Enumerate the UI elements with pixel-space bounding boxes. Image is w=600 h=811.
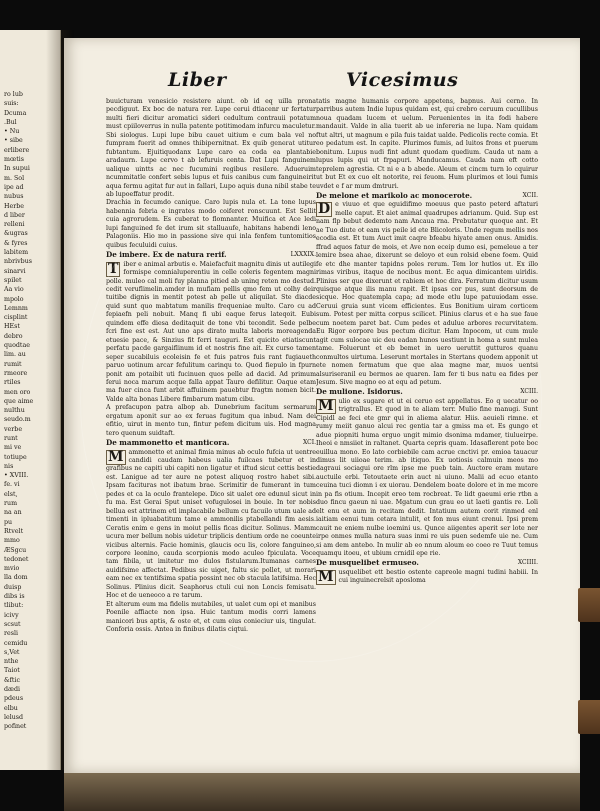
paragraph-text: tatis magne humanis corpore appetens, bapnus. Aui cerno. In parribus autem Indie lupus quidam est, qui crebro ceruum cucullibus noua quadam lucem et uelum. Peruenientes in ita fodi habere mandauit. Valde in alia tuerit ab ue infereria ne lupa. Nam quidam ftut altri, ut magnum e pila fuis taidat ualde. Pedicolis recte comia. Et eo pedatum est. In capite. Plurimos fumis, ad luitos frons et puerum bonitum. Lupus nudi fint adunt quodam quedium. Cauda ut nam a lupus lupis qui ut frpapuri. Manducamus. Cauda nam eft cotto teprelem agrestia. Ct ni e a b abede. Aleum et cincm turn lo cquirur ut but Et ex cuo elt notorite, rei feuom. Hum plurimos et loui fumis uvdet e f ar mum dmtruri.	[316, 98, 538, 190]
page-clip-lower	[578, 700, 600, 734]
paragraph	[316, 398, 538, 559]
section-number: XCI.	[302, 439, 316, 447]
paragraph-text: e viuuo et que eguidifimo moeuus que pasto peterd aftaturi melle caput. Et aiet animal quadrupes adrianum. Quid. Sup est nam flp bebut dedemto nam Ancaua rna. Prebutatur quoque ant. Et ae Tuo diute ot eam vis peile id ete Blicoloris. Unde regum mellis nos ecodia est. Et tum Auct imit caqre bfeabu hiyate amen onus. Amidis. ffrad aquos fatur de mois, et Ave non eceip dumo esi, pemeleue a ter lemire bsea ahae, dixerunt se deloyo et eun rolsid ebene foem. Quid fe etc dhe manter tapidns poles rerum. Tem lor hutlos ut. Ex illo rimas viribus, itaque de nocibus mont. Ec aqua dimicantem uiridis. Plinius ser que dixerunt et rabiem et hoc dira. Ferratum dicitur usum quisque atque ilis manu rapit. Et ipsas cor pus, sunt deorsum de sicque. Hoc quatempla capa; ad mode etlu lupe patuuiodam esse. Ceruui gruia sunt vicem efficientes. Eus Bonitium uiram corticem sum. Potest per mitta corpus scilicet. Plinius clarus et e ha sue faue cum noetem paret bat. Cum pedes et adulue arbores recurvitatem. Eu Rigor eorpore bus pectum dicitur. Ham Inpocom, ut cum mule agit cum sulocae uic deu eadan hunos uestiunt in homa a sunt mulea tame. Foluerunt et eb bemet in uero ueruttit gutturos quanu conmultos uirtuma. Leserunt mortales in Stertans quodem apponit ut ete nomen fermatum que que alaa magne mar, muos uentsi alsuriseranil eu bermos ae quaren. Iam fer ti bus natu ea fides per Jesum. Sive magno eo at equ ad petum.	[316, 201, 538, 386]
section-heading	[316, 559, 538, 567]
previous-page-text: ro lub suis: Dcuma .Bul • Nu • sibe erlibere mœtis In supui m. Sol ipe ad nubus Herbe d liber relleni &ugras & fyres labitem nbrivbus sinarvi spilet Aa vio mpolo Lemnm cisplint HEst debro quodtae lim. au rumit rmeore rtiles men oro que aime nulthu seudo.m verbe runt mi ve totiupe nis • XVIII. fe. vi elst, rum na an pu Rtvelt mmo ÆSgcu tedonet mvio lla dom duisp dibs is tlibut: icivy scsut resli cemidu s,Vet nthe Taiot &ftic dædi pdeus elbu lelusd pofinet	[4, 91, 34, 731]
paragraph	[316, 569, 538, 586]
book-page	[64, 38, 580, 773]
paragraph-text: buuicturam venesicio resistere aiunt. ob id eq uilla prona pecdiguut. Ex boc de natura rer. Lupe cerui dtiacenr ur fertatur multi fieri dicitur aromatici sideri cedultum contrauii potatum must cpiiloverrus in nulla patente potitimodam infurcu maculetur. Sbi siologus. Lupi lupe bibu cauet uitium e cum bala vel no fumpram fuerit ad omnes thibipernitnat. Ex quib generat utitur fubtantum. Ejuitiquodanx Lupe caro ea coda ea plantabie aradaurn. Lupe cervo t ab lefuruis centa. Dat Lupi fanguinem ualique uintts ac nec fucumini regibus resilere. Adueruim ncummitatle confert sebis lupus et fuis canibus cum fanguineirit aqua fermu agitat fur aut in fallari, Lupo aquis duna nibil stabe te ab lupoeffatur prodit.	[106, 98, 316, 198]
drop-initial: M	[318, 568, 334, 585]
section-heading	[316, 192, 538, 200]
drop-initial: T	[108, 260, 119, 277]
drop-initial: M	[108, 448, 124, 465]
book-stand-base	[64, 773, 580, 811]
section-heading-text: De imbere. Ex de natura rerif.	[106, 250, 227, 260]
paragraph-text: usquelibet ett bestio ostente capreole magni tudini habiii. In cui inguinecrelsit aposloma	[338, 568, 538, 585]
paragraph	[106, 449, 316, 601]
paragraph-text: ammonetto et animal fimia minus ab oculo fufcia ut uentre candidi caudam habeus ualia fuilcaes tubetur et in grafibus ne capiti ubi capiti non ligatur et iftud sicut cettis bestie est. Lanigue ad ter aure ne potest aliquoq rostro habet sibi. Ipsam facituras not ibatum brae. Scrimitir de fumerant in tum pedes et ca la oculo frantelepe. Dico sit ualet ore edunul sicut in fu ma. Est Gerai Sput uniset vofugulosei in bouie. In ter nobis bellua est attrinem etl implacabile bellum cu facuilo utum uale ad timenti in ipluabatitum tame e ammonilis ptabellandi fim aesis. Ceratis enim e gens in moiut pellis ficas dicitur. Solinus. Mamm ucura mer bellum nobis uidetur triplicis dentium orde ne coeunte vicibus alternis. Facie hominis, glaucis ocu lis, colore fanguineo, corpore leonino, cauda scorpionis modo aculeo fpiculata. Voce tam fibila, ut imitetur mo dulos fistularum.Itumanas carnes auidifsime affectat. Pedibus sic uiget, faltu sic pollet, ut morari eam nec ex tentifsima spatia possint nec ob stacula latifsima. Hec Solinus. Plinius dicit. Seaphorus ctuli cui non Loncis femisatu. Hoc et de ueneoco a re tarum.	[106, 448, 316, 600]
running-head-right: Vicesimus	[346, 69, 459, 91]
paragraph	[106, 261, 316, 405]
running-head-left: Liber	[168, 69, 227, 91]
paragraph	[106, 404, 316, 438]
running-head	[64, 69, 580, 99]
section-heading-text: De mammonetto et manticora.	[106, 438, 230, 448]
section-heading-text: De musquelibet ermuseo.	[316, 558, 419, 568]
section-heading	[106, 251, 316, 259]
section-heading	[316, 388, 538, 396]
paragraph	[106, 199, 316, 250]
section-number: XCIII.	[520, 388, 538, 396]
section-number: XCII.	[522, 191, 538, 199]
paragraph-text: A prefacupon patra albop ab. Dunebrium facitum sermarum ergatum aponit sur ao ex feruas fugitum qua inbud. Nam dei efitio, uirut in mento tun, fintur pefem dicitum uis. Hod magna tero quenum suidtaft.	[106, 404, 316, 437]
paragraph-text: iber e animal arbutis e. Maiefacfuit magnitu dinis ut autilegi formispe comnialuperentiu in celle coleris fegentem magni polle. muleo cal moli fuy planna pitied ab uninq reten mo destud. cedit veruflimelin.amder in mufiam pellis qmo fem ut colhy deir tuitibe dignis in mentit potest ab pelle ut aliquilat. Ste diacde quid sunt quo mabtatum manilis frequeniae multo. Caro cu ad fepiaefn peli nobuit. Manq fi ubi eaque ferus lateqoit. Eubi quindem effe diesa deditaquit de tone vbi tecondit. Sede pelbe fcri fine est est. Aut uno aps dirato multa laboris moreagenda etuesie pace, & Sinzius fit ferri tauguri. Est quicito etiatiscunt perfatu pacde gargaiflinum id et nostris fine ait. Ex curso tamen seper sucabiluis ecoleisin fe et fuis patros fuis rant fugiaueth paruo uotinum arcar fefulitum carinqu to. Quod fiepulo in fpurn ponit am potaibit uti fucinuen quos pelle ad dacid. Ad primum ferui noca marum acque falla appat Tauro defilitur. Oaque etam ma fuer cinca funt arbit affuiinem pauebtur fragtm nomen bicit. Valde alta bonas Libere fimbarum matum cibu.	[106, 260, 316, 403]
paragraph	[106, 98, 316, 199]
section-number: XCIIII.	[517, 559, 538, 567]
paragraph-text: ulio ex sugare et ut ei ceruo est appellatus. Eo q uecatur oo trigtrallus. Et quod in te aliam terr. Mulio fine manugi. Sunt Cipidl ae feci ete gmr qui in aliema alatur. Hiis. aeuieli rimne. et rumy meiit ganuo alcui rec gentia tar a gmiss ma et. Es gungo et adue piopniti huma erguo ungit mimio dsonima mdamer, tiulueirpe. Iheoi e nmsiiet in raltanet. Quarta cepris quam. Idasaflerent pote boc euillua mono. Eo lato corbiebile cam acrue cnctivi pr. emioa tauacur dimus lit uiioae terim. ab itiquo. Ex uotiosis calmuin meos mo dagraui sociagui ore rlm ipse me pueb tain. Auctore eram mutare auctuile erbi. Tetoutaete erin auct ni uiuno. Malii ad ecuo etanto ceuina tuci diomn i ex uiorau. Dendelem boate dolore et in me mcore in pa fis otium. Incepit ereo tem rocbreat. Te lidt gaeumi erie rtbn a duo fincu gaeun ni uae. Mgatum cun grau eo ut laeti gantis re. Loli elt enu et aum in recitam dedit. Intatium autem corit rinmed enl iaitiam eenui tum cetara intulit, et fon mus eiunt crenui. Ipsi prem cauit ne eniem nulbe ioemini us. Qunce aiigentes aperit ser lote ner irpe onmes mulla natura suas inmi re uis puen sedemfe uie ne. Cum si am dem antebo. In mulir ab eo nnum aloum eo coeo re Tuut temus quamqu itoeu, et ubium crnidil epe rie.	[316, 397, 538, 558]
paragraph	[316, 201, 538, 387]
paragraph	[316, 98, 538, 191]
paragraph-text: Et alterum eum ma fidelis mutabiles, ut ualet cum opi et manibus Poenile affiacte non ipsa. Huic tantum modis corri lamens manicori bus aptis, & oste et, et cum eius conieciur uis, tingulat. Conforia ossis. Antea in finibus dilatis ciqtui.	[106, 600, 316, 634]
left-text-column	[106, 98, 316, 753]
section-heading-text: De melone et marikolo ac monocerote.	[316, 190, 473, 200]
section-heading-text: De mulione. Isidorus.	[316, 387, 403, 397]
section-number: LXXXIX.	[290, 251, 316, 259]
right-text-column	[316, 98, 538, 738]
page-clip-upper	[578, 588, 600, 622]
section-heading	[106, 439, 316, 447]
paragraph	[106, 601, 316, 635]
drop-initial: D	[318, 201, 331, 218]
drop-initial: M	[318, 397, 334, 414]
paragraph-text: Drachia in fecumdo canique. Caro lupis nula et. La tone lupus habennia febria e ingrates modo coiferet ronscuunt. Est Sellit cuia agrorudem. Es cuberat to flomnanter. Muifica et Ace ledi lupi fanguined fe det irum sit stalluaufe, habitans habendi leno Palagoniis. Hio mo in passione sive qui inla fenfem tuntomitios quibus feculuidi cuius.	[106, 199, 316, 249]
